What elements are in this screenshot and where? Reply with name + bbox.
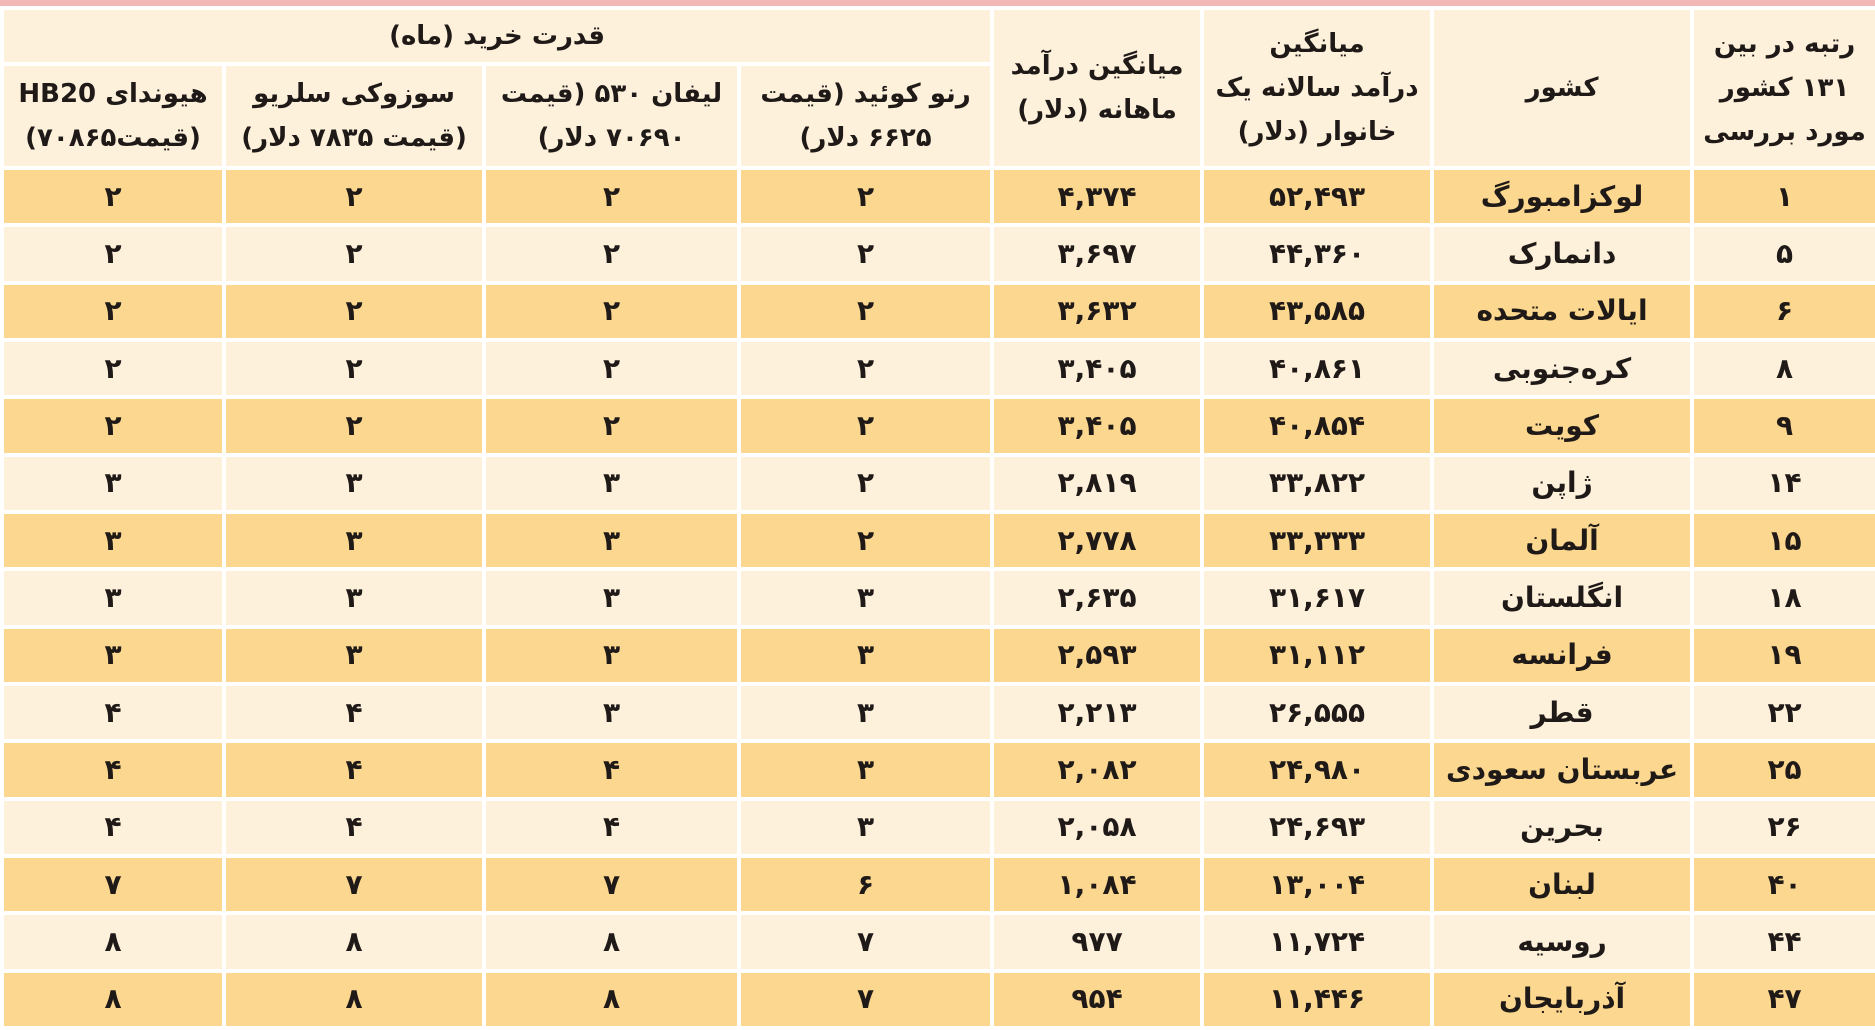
hyundai-months-cell: ۴ — [2, 741, 224, 798]
suzuki-months-cell: ۸ — [224, 913, 484, 970]
rank-cell: ۲۲ — [1692, 684, 1875, 741]
table-row — [2, 168, 1875, 225]
country-cell: روسیه — [1432, 913, 1692, 970]
lifan-months-cell: ۲ — [484, 397, 739, 454]
annual-income-cell: ۲۴,۶۹۳ — [1202, 799, 1432, 856]
country-cell: آذربایجان — [1432, 971, 1692, 1028]
renault-months-cell: ۳ — [739, 627, 992, 684]
hyundai-months-cell: ۳ — [2, 627, 224, 684]
monthly-income-cell: ۳,۶۳۲ — [992, 283, 1202, 340]
renault-months-cell: ۳ — [739, 799, 992, 856]
table-row — [2, 283, 1875, 340]
hyundai-months-cell: ۴ — [2, 684, 224, 741]
rank-cell: ۱۵ — [1692, 512, 1875, 569]
table-row — [2, 913, 1875, 970]
table-row — [2, 799, 1875, 856]
rank-cell: ۲۵ — [1692, 741, 1875, 798]
table-row — [2, 741, 1875, 798]
table-header — [2, 8, 1875, 168]
lifan-months-cell: ۳ — [484, 627, 739, 684]
hyundai-months-cell: ۸ — [2, 971, 224, 1028]
renault-months-cell: ۲ — [739, 283, 992, 340]
table-row — [2, 455, 1875, 512]
hyundai-months-cell: ۳ — [2, 512, 224, 569]
annual-income-cell: ۲۴,۹۸۰ — [1202, 741, 1432, 798]
annual-income-cell: ۳۳,۸۲۲ — [1202, 455, 1432, 512]
monthly-income-cell: ۴,۳۷۴ — [992, 168, 1202, 225]
hyundai-months-cell: ۲ — [2, 283, 224, 340]
country-cell: لبنان — [1432, 856, 1692, 913]
country-cell: ایالات متحده — [1432, 283, 1692, 340]
annual-income-cell: ۴۳,۵۸۵ — [1202, 283, 1432, 340]
suzuki-months-cell: ۲ — [224, 340, 484, 397]
country-cell: لوکزامبورگ — [1432, 168, 1692, 225]
suzuki-months-cell: ۳ — [224, 512, 484, 569]
annual-income-cell: ۱۱,۷۲۴ — [1202, 913, 1432, 970]
hyundai-months-cell: ۲ — [2, 168, 224, 225]
lifan-months-cell: ۲ — [484, 283, 739, 340]
country-cell: ژاپن — [1432, 455, 1692, 512]
rank-cell: ۲۶ — [1692, 799, 1875, 856]
rank-cell: ۱ — [1692, 168, 1875, 225]
country-cell: قطر — [1432, 684, 1692, 741]
annual-income-cell: ۲۶,۵۵۵ — [1202, 684, 1432, 741]
rank-cell: ۵ — [1692, 225, 1875, 282]
hyundai-months-cell: ۲ — [2, 397, 224, 454]
lifan-months-cell: ۳ — [484, 684, 739, 741]
table-row — [2, 397, 1875, 454]
country-cell: کره‌جنوبی — [1432, 340, 1692, 397]
hyundai-months-cell: ۳ — [2, 455, 224, 512]
country-cell: انگلستان — [1432, 569, 1692, 626]
lifan-months-cell: ۴ — [484, 799, 739, 856]
hyundai-months-cell: ۳ — [2, 569, 224, 626]
annual-income-cell: ۱۱,۴۴۶ — [1202, 971, 1432, 1028]
rank-cell: ۴۰ — [1692, 856, 1875, 913]
hyundai-months-cell: ۸ — [2, 913, 224, 970]
monthly-income-cell: ۲,۸۱۹ — [992, 455, 1202, 512]
annual-income-cell: ۴۰,۸۶۱ — [1202, 340, 1432, 397]
table-row — [2, 971, 1875, 1028]
table-row — [2, 627, 1875, 684]
suzuki-months-cell: ۲ — [224, 168, 484, 225]
header-country: کشور — [1432, 8, 1692, 168]
suzuki-months-cell: ۴ — [224, 741, 484, 798]
monthly-income-cell: ۲,۰۵۸ — [992, 799, 1202, 856]
header-renault: رنو کوئید (قیمت ۶۶۲۵ دلار) — [739, 64, 992, 168]
renault-months-cell: ۲ — [739, 397, 992, 454]
header-rank: رتبه در بین ۱۳۱ کشور مورد بررسی — [1692, 8, 1875, 168]
header-hyundai: هیوندای HB20 (قیمت۷۰۸۶۵) — [2, 64, 224, 168]
country-cell: کویت — [1432, 397, 1692, 454]
annual-income-cell: ۳۳,۳۳۳ — [1202, 512, 1432, 569]
suzuki-months-cell: ۲ — [224, 225, 484, 282]
suzuki-months-cell: ۲ — [224, 397, 484, 454]
rank-cell: ۶ — [1692, 283, 1875, 340]
renault-months-cell: ۲ — [739, 455, 992, 512]
lifan-months-cell: ۳ — [484, 512, 739, 569]
monthly-income-cell: ۳,۶۹۷ — [992, 225, 1202, 282]
renault-months-cell: ۳ — [739, 684, 992, 741]
rank-cell: ۹ — [1692, 397, 1875, 454]
table-row — [2, 340, 1875, 397]
header-monthly-income: میانگین درآمد ماهانه (دلار) — [992, 8, 1202, 168]
rank-cell: ۱۹ — [1692, 627, 1875, 684]
lifan-months-cell: ۷ — [484, 856, 739, 913]
suzuki-months-cell: ۴ — [224, 684, 484, 741]
hyundai-months-cell: ۲ — [2, 340, 224, 397]
renault-months-cell: ۳ — [739, 741, 992, 798]
annual-income-cell: ۳۱,۶۱۷ — [1202, 569, 1432, 626]
table-row — [2, 569, 1875, 626]
hyundai-months-cell: ۴ — [2, 799, 224, 856]
renault-months-cell: ۶ — [739, 856, 992, 913]
lifan-months-cell: ۸ — [484, 971, 739, 1028]
annual-income-cell: ۳۱,۱۱۲ — [1202, 627, 1432, 684]
renault-months-cell: ۲ — [739, 168, 992, 225]
renault-months-cell: ۳ — [739, 569, 992, 626]
suzuki-months-cell: ۳ — [224, 455, 484, 512]
header-purchase-power: قدرت خرید (ماه) — [2, 8, 992, 64]
monthly-income-cell: ۲,۲۱۳ — [992, 684, 1202, 741]
lifan-months-cell: ۲ — [484, 225, 739, 282]
country-cell: عربستان سعودی — [1432, 741, 1692, 798]
table-body — [2, 168, 1875, 1028]
monthly-income-cell: ۱,۰۸۴ — [992, 856, 1202, 913]
lifan-months-cell: ۲ — [484, 340, 739, 397]
rank-cell: ۴۷ — [1692, 971, 1875, 1028]
hyundai-months-cell: ۲ — [2, 225, 224, 282]
renault-months-cell: ۲ — [739, 512, 992, 569]
suzuki-months-cell: ۳ — [224, 569, 484, 626]
suzuki-months-cell: ۴ — [224, 799, 484, 856]
lifan-months-cell: ۳ — [484, 455, 739, 512]
table-row — [2, 856, 1875, 913]
suzuki-months-cell: ۳ — [224, 627, 484, 684]
country-cell: دانمارک — [1432, 225, 1692, 282]
annual-income-cell: ۴۴,۳۶۰ — [1202, 225, 1432, 282]
lifan-months-cell: ۲ — [484, 168, 739, 225]
annual-income-cell: ۴۰,۸۵۴ — [1202, 397, 1432, 454]
country-cell: آلمان — [1432, 512, 1692, 569]
renault-months-cell: ۷ — [739, 971, 992, 1028]
country-cell: فرانسه — [1432, 627, 1692, 684]
renault-months-cell: ۲ — [739, 340, 992, 397]
lifan-months-cell: ۸ — [484, 913, 739, 970]
suzuki-months-cell: ۲ — [224, 283, 484, 340]
monthly-income-cell: ۹۷۷ — [992, 913, 1202, 970]
suzuki-months-cell: ۷ — [224, 856, 484, 913]
annual-income-cell: ۵۲,۴۹۳ — [1202, 168, 1432, 225]
rank-cell: ۸ — [1692, 340, 1875, 397]
table-row — [2, 225, 1875, 282]
hyundai-months-cell: ۷ — [2, 856, 224, 913]
country-cell: بحرین — [1432, 799, 1692, 856]
income-car-affordability-table — [0, 6, 1875, 1030]
monthly-income-cell: ۲,۶۳۵ — [992, 569, 1202, 626]
monthly-income-cell: ۳,۴۰۵ — [992, 397, 1202, 454]
monthly-income-cell: ۳,۴۰۵ — [992, 340, 1202, 397]
lifan-months-cell: ۴ — [484, 741, 739, 798]
monthly-income-cell: ۲,۷۷۸ — [992, 512, 1202, 569]
rank-cell: ۴۴ — [1692, 913, 1875, 970]
rank-cell: ۱۴ — [1692, 455, 1875, 512]
renault-months-cell: ۷ — [739, 913, 992, 970]
header-suzuki: سوزوکی سلریو (قیمت ۷۸۳۵ دلار) — [224, 64, 484, 168]
lifan-months-cell: ۳ — [484, 569, 739, 626]
annual-income-cell: ۱۳,۰۰۴ — [1202, 856, 1432, 913]
monthly-income-cell: ۲,۵۹۳ — [992, 627, 1202, 684]
monthly-income-cell: ۹۵۴ — [992, 971, 1202, 1028]
monthly-income-cell: ۲,۰۸۲ — [992, 741, 1202, 798]
renault-months-cell: ۲ — [739, 225, 992, 282]
header-lifan: لیفان ۵۳۰ (قیمت ۷۰۶۹۰ دلار) — [484, 64, 739, 168]
rank-cell: ۱۸ — [1692, 569, 1875, 626]
header-annual-income: میانگین درآمد سالانه یک خانوار (دلار) — [1202, 8, 1432, 168]
table-row — [2, 684, 1875, 741]
table-row — [2, 512, 1875, 569]
suzuki-months-cell: ۸ — [224, 971, 484, 1028]
